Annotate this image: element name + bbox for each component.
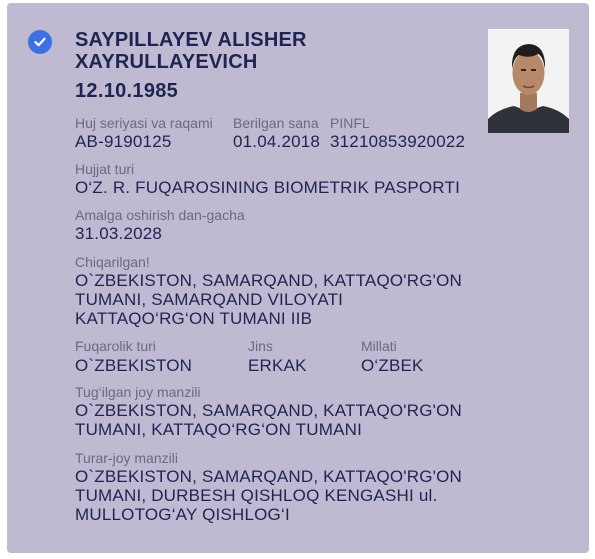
document-type-value: O‘Z. R. FUQAROSINING BIOMETRIK PASPORTI: [75, 178, 460, 197]
verified-check-icon[interactable]: [28, 30, 52, 54]
birth-place-line2: TUMANI, KATTAQO‘RG‘ON TUMANI: [75, 420, 363, 439]
holder-name: [75, 29, 307, 73]
issuer-label: Chiqarilgan!: [75, 254, 150, 270]
validity-value: 31.03.2028: [75, 224, 163, 243]
residence-label: Turar-joy manzili: [75, 450, 178, 466]
residence-line3: MULLOTOG‘AY QISHLOG‘I: [75, 505, 290, 524]
passport-card: [7, 3, 589, 553]
pinfl-value: 31210853920022: [330, 132, 466, 151]
document-type-label: Hujjat turi: [75, 161, 135, 177]
nationality-value: O‘ZBEK: [361, 356, 424, 375]
nationality-label: Millati: [361, 338, 397, 354]
issuer-line3: KATTAQO‘RG‘ON TUMANI IIB: [75, 309, 313, 328]
residence-line2: TUMANI, DURBESH QISHLOQ KENGASHI ul.: [75, 486, 438, 505]
gender-label: Jins: [248, 338, 273, 354]
pinfl-label: PINFL: [330, 115, 370, 131]
gender-value: ERKAK: [248, 356, 307, 375]
birth-place-line1: O`ZBEKISTON, SAMARQAND, KATTAQO'RG'ON: [75, 401, 462, 420]
holder-name-line1: SAYPILLAYEV ALISHER: [75, 29, 307, 51]
citizenship-value: O`ZBEKISTON: [75, 356, 193, 375]
birth-place-label: Tug‘ilgan joy manzili: [75, 384, 201, 400]
citizenship-label: Fuqarolik turi: [75, 338, 156, 354]
issuer-line1: O`ZBEKISTON, SAMARQAND, KATTAQO'RG'ON: [75, 271, 462, 290]
holder-photo: [488, 29, 569, 133]
issuer-line2: TUMANI, SAMARQAND VILOYATI: [75, 290, 344, 309]
issued-date-value: 01.04.2018: [233, 132, 321, 151]
birth-date: 12.10.1985: [75, 80, 179, 102]
series-value: AB-9190125: [75, 132, 172, 151]
issued-date-label: Berilgan sana: [233, 115, 319, 131]
holder-name-line2: XAYRULLAYEVICH: [75, 51, 258, 73]
validity-label: Amalga oshirish dan-gacha: [75, 207, 245, 223]
residence-line1: O`ZBEKISTON, SAMARQAND, KATTAQO'RG'ON: [75, 467, 462, 486]
series-label: Huj seriyasi va raqami: [75, 115, 213, 131]
